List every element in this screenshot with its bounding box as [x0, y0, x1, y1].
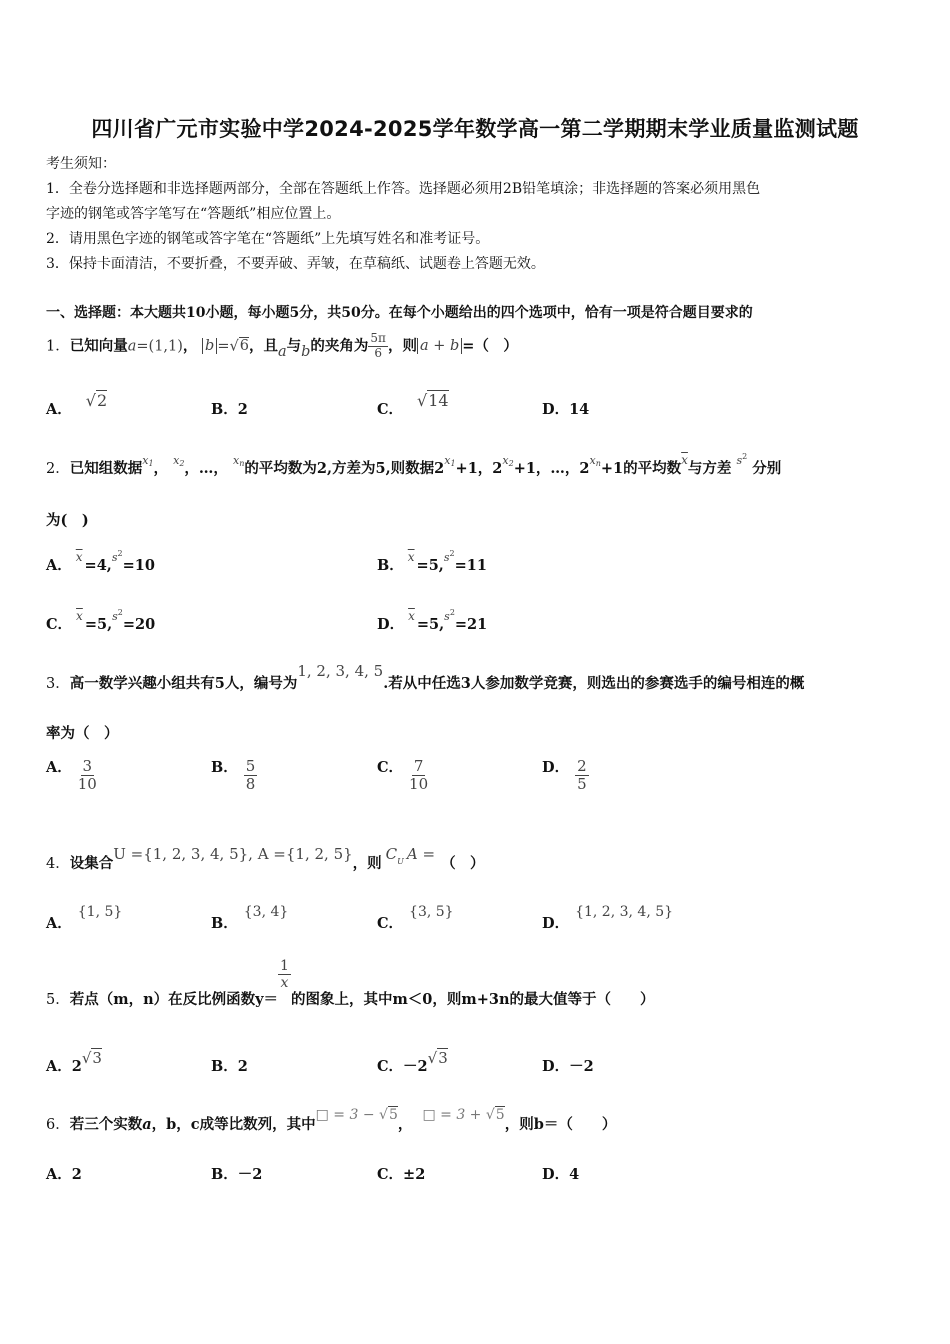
q1-option-a[interactable]: A． √2	[46, 391, 108, 418]
q4-option-d-label: D．	[542, 915, 570, 932]
question-1: 1．已知向量a=(1,1)， b =√6，且a与b的夹角为 $\frac{5\pi}{6}$ ，则 a + b =（ ）	[46, 331, 518, 361]
q2-option-d-x: =5,	[416, 616, 445, 633]
q3-option-b-num: 5	[245, 757, 256, 775]
q2-exp-x2: x	[502, 454, 509, 467]
q6-option-b[interactable]: B．－2	[211, 1166, 263, 1183]
q2-text: 已知组数据	[69, 460, 143, 477]
q4-complement-c: C	[385, 845, 398, 863]
q4-option-b-label: B．	[211, 915, 238, 932]
q6-expression-2: □ = 3 +	[422, 1107, 486, 1123]
q2-option-d-s: s	[444, 610, 450, 623]
q3-option-b-den: 8	[245, 775, 256, 794]
q2-text: +1，2	[455, 460, 503, 477]
q2-text: 的平均数为2,方差为5,则数据2	[244, 460, 445, 477]
q2-option-a-s: s	[111, 551, 118, 564]
q6-number: 6．	[46, 1117, 70, 1133]
q5-option-d[interactable]: D．－2	[542, 1058, 594, 1075]
q3-option-d[interactable]	[542, 758, 589, 794]
q2-option-b-x: =5,	[416, 557, 444, 574]
q4-option-c-value: {3, 5}	[409, 904, 454, 920]
q6-text: ，c成等比数列，其中	[176, 1116, 316, 1133]
q4-option-a[interactable]	[46, 904, 123, 933]
q1-text: ，则	[387, 337, 417, 355]
q2-sub-n: n	[239, 459, 245, 468]
q2-option-d[interactable]	[377, 608, 488, 634]
notice-heading: 考生须知：	[46, 156, 116, 172]
q2-option-d-sq: 2	[449, 608, 455, 617]
q6-b: b	[166, 1116, 177, 1133]
q6-option-d[interactable]: D．4	[542, 1166, 580, 1183]
q1-norm-sum: a + b	[417, 338, 462, 354]
q4-sets: U ={1, 2, 3, 4, 5}, A ={1, 2, 5}	[113, 845, 353, 863]
q6-option-c[interactable]: C．±2	[377, 1166, 426, 1183]
question-5	[46, 958, 655, 1008]
q4-complement-u: U	[397, 857, 404, 866]
q2-option-b-sq: 2	[449, 549, 455, 558]
q4-text: （ ）	[441, 855, 485, 872]
q3-line-2: 率为（ ）	[46, 725, 119, 742]
q2-xbar: x	[681, 453, 688, 467]
q2-text: +1，…，2	[513, 460, 590, 477]
q2-option-c-sq: 2	[117, 608, 123, 617]
q2-option-c-s-value: =20	[122, 616, 156, 633]
page-title: 四川省广元市实验中学2024-2025学年数学高一第二学期期末学业质量监测试题	[91, 117, 859, 141]
q2-exp-sub-2: 2	[508, 459, 514, 468]
q3-option-d-den: 5	[577, 775, 587, 794]
q2-option-a-label: A．	[46, 557, 72, 574]
q1-a: a	[277, 344, 287, 361]
q2-comma: ，	[153, 460, 169, 477]
q1-vector-a: a	[127, 338, 137, 355]
q1-option-a-value: 2	[96, 391, 108, 410]
q1-b: b	[301, 344, 311, 361]
q1-equals: =	[217, 338, 230, 355]
q1-text: =（ ）	[462, 337, 518, 355]
q4-option-a-label: A．	[46, 915, 72, 932]
q1-text: ，	[182, 337, 198, 355]
q2-option-b[interactable]	[377, 549, 487, 575]
q4-text: 设集合	[69, 855, 114, 872]
q1-option-a-label: A．	[46, 401, 72, 418]
q5-option-a-label: A．2	[46, 1058, 82, 1075]
q6-comma: ，	[151, 1116, 167, 1133]
q1-sqrt-six: 6	[239, 338, 249, 355]
q3-option-c-label: C．	[377, 758, 404, 776]
question-4	[46, 845, 485, 873]
q2-option-d-xbar: x	[408, 609, 415, 623]
q3-number: 3．	[46, 676, 70, 692]
q6-a: a	[142, 1116, 152, 1133]
q5-option-a[interactable]: A．2√3	[46, 1049, 102, 1075]
q6-text: ，	[397, 1116, 413, 1133]
q2-exp-sub-n: n	[595, 459, 601, 468]
q1-option-c-label: C．	[377, 401, 404, 418]
q3-text: .若从中任选3人参加数学竞赛，则选出的参赛选手的编号相连的概	[383, 675, 805, 692]
q3-option-d-num: 2	[577, 757, 587, 775]
question-2	[46, 452, 782, 478]
q3-option-a[interactable]	[46, 758, 97, 794]
q4-complement-a: A =	[406, 845, 436, 863]
q2-option-a-s-value: =10	[122, 557, 155, 574]
q5-option-b[interactable]: B．2	[211, 1058, 248, 1075]
q2-option-a-xbar: x	[75, 550, 83, 564]
q5-option-a-root: 3	[92, 1049, 102, 1067]
q2-sub-1: 1	[148, 459, 154, 468]
q6-expression-2-root: 5	[495, 1107, 505, 1123]
notice-line-2: 2．请用黑色字迹的钢笔或答字笔在“答题纸”上先填写姓名和准考证号。	[46, 231, 490, 247]
q5-number: 5．	[46, 991, 70, 1008]
q1-text: 与	[286, 337, 302, 355]
q1-option-b[interactable]: B．2	[211, 401, 248, 418]
q2-sq: 2	[742, 452, 748, 461]
q5-frac-top: 1	[280, 958, 289, 974]
q2-dots: ，…，	[184, 460, 228, 477]
q2-exp-x1: x	[444, 454, 451, 467]
q6-expression-1-root: 5	[388, 1107, 398, 1123]
q6-expression-1: □ = 3 −	[315, 1107, 380, 1123]
q1-vector-a-value: =(1,1)	[136, 338, 183, 355]
notice-line-1b: 字迹的钢笔或答字笔写在“答题纸”相应位置上。	[46, 206, 341, 222]
q2-xn: x	[232, 454, 240, 467]
q1-text: ，且	[248, 337, 278, 355]
q2-option-d-s-value: =21	[454, 616, 488, 633]
q3-text: 高一数学兴趣小组共有5人，编号为	[69, 675, 298, 692]
q2-option-b-label: B．	[377, 557, 404, 574]
q3-option-a-num: 3	[82, 757, 93, 775]
q2-option-c-s: s	[112, 610, 118, 623]
notice-line-3: 3．保持卡面清洁，不要折叠，不要弄破、弄皱，在草稿纸、试题卷上答题无效。	[46, 256, 545, 272]
q6-text: 若三个实数	[69, 1116, 143, 1133]
q1-frac-top: 5π	[370, 331, 386, 345]
q1-angle-fraction	[368, 332, 388, 361]
q3-option-c[interactable]	[377, 758, 428, 794]
q3-option-a-den: 10	[77, 775, 97, 794]
q2-sub-2: 2	[179, 459, 185, 468]
q6-option-a[interactable]: A．2	[46, 1166, 82, 1183]
q4-text: ，则	[352, 855, 382, 872]
q1-text: 的夹角为	[310, 337, 369, 355]
q1-frac-bottom: 6	[374, 345, 382, 360]
q1-option-d[interactable]: D．14	[542, 401, 590, 418]
q5-option-c[interactable]: C．－2√3	[377, 1049, 448, 1075]
q4-option-b-value: {3, 4}	[243, 904, 289, 920]
q2-option-c-xbar: x	[76, 609, 83, 623]
q5-text: 的图象上，其中m＜0，则m+3n的最大值等于（ ）	[290, 990, 655, 1008]
q1-norm-b: b	[205, 338, 215, 355]
q3-numbers: 1, 2, 3, 4, 5	[297, 662, 384, 680]
q5-text: 若点（m，n）在反比例函数y＝	[69, 990, 279, 1008]
q2-option-a-sq: 2	[117, 549, 123, 558]
q3-option-c-den: 10	[409, 775, 429, 794]
q2-option-c-x: =5,	[84, 616, 113, 633]
q1-option-c-value: 14	[428, 391, 449, 410]
q4-option-d[interactable]	[542, 904, 674, 933]
q2-x2: x	[173, 454, 180, 467]
q4-number: 4．	[46, 856, 70, 872]
q1-number: 1．	[46, 338, 70, 355]
q3-option-a-label: A．	[46, 758, 72, 776]
q2-text: 与方差	[687, 460, 732, 477]
q2-exp-sub-1: 1	[450, 459, 456, 468]
q4-option-a-value: {1, 5}	[77, 904, 123, 920]
q4-option-c[interactable]	[377, 904, 454, 933]
q5-option-c-root: 3	[438, 1049, 448, 1067]
question-6: 6．若三个实数a，b，c成等比数列，其中□ = 3 − √5， □ = 3 + √5，则b＝（ ）	[46, 1107, 617, 1133]
q2-option-a-x: =4,	[84, 557, 112, 574]
q3-option-b[interactable]	[211, 758, 257, 794]
q4-option-b[interactable]	[211, 904, 289, 933]
question-3	[46, 662, 805, 693]
q2-text: 分别	[752, 460, 782, 477]
q2-number: 2．	[46, 461, 70, 477]
section-heading: 一、选择题：本大题共10小题，每小题5分，共50分。在每个小题给出的四个选项中，恰有一项是符合题目要求的	[46, 305, 753, 321]
q3-option-b-label: B．	[211, 758, 238, 776]
q2-exp-xn: x	[589, 454, 596, 467]
q1-option-c[interactable]: C． √14	[377, 391, 449, 418]
q2-line-2: 为( )	[46, 512, 89, 529]
q2-option-b-s-value: =11	[454, 557, 487, 574]
q2-text: +1的平均数	[600, 460, 682, 477]
q3-option-d-label: D．	[542, 758, 570, 776]
q2-option-c-label: C．	[46, 616, 73, 633]
notice-line-1: 1．全卷分选择题和非选择题两部分，全部在答题纸上作答。选择题必须用2B铅笔填涂；非选择题的答案必须用黑色	[46, 181, 761, 197]
q1-text: 已知向量	[69, 337, 128, 355]
q2-option-c[interactable]	[46, 608, 156, 634]
q2-s: s	[736, 454, 743, 467]
q2-option-b-s: s	[443, 551, 450, 564]
q5-frac-bottom: x	[280, 975, 289, 992]
q5-option-c-label: C．－2	[377, 1058, 428, 1075]
q6-text: ，则b＝（ ）	[504, 1116, 617, 1133]
q3-option-c-num: 7	[413, 757, 424, 775]
q4-option-d-value: {1, 2, 3, 4, 5}	[575, 904, 674, 920]
q4-option-c-label: C．	[377, 915, 404, 932]
q2-option-a[interactable]	[46, 549, 155, 575]
q2-x1: x	[142, 454, 149, 467]
q2-option-d-label: D．	[377, 616, 405, 633]
q2-option-b-xbar: x	[407, 550, 415, 564]
